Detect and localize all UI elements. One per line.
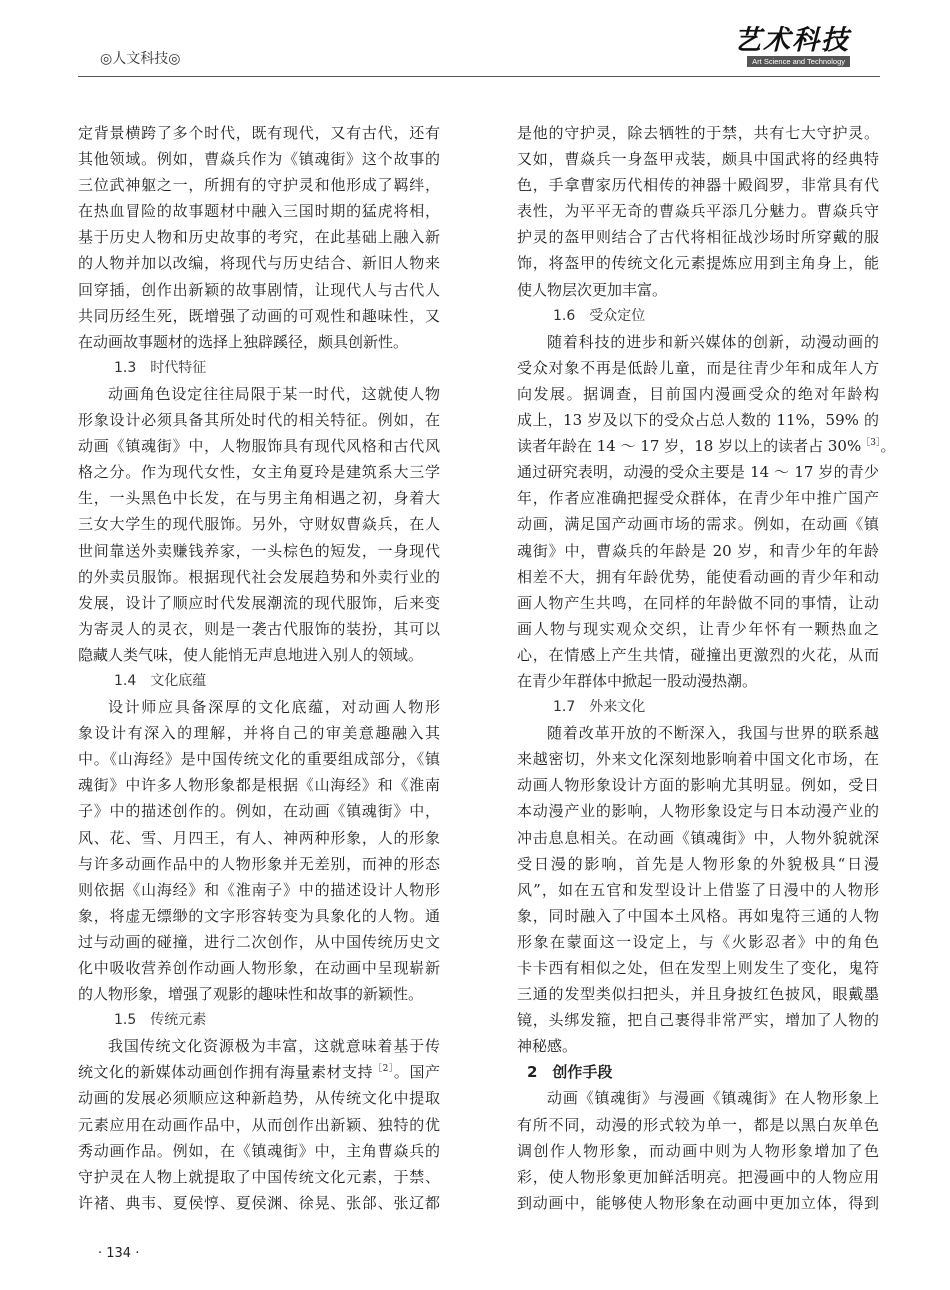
text-line: 回穿插，创作出新颖的故事剧情，让现代人与古代人 xyxy=(78,280,440,299)
text-line: 是他的守护灵，除去牺牲的于禁，共有七大守护灵。 xyxy=(517,124,879,142)
text-line: 为寄灵人的灵衣，则是一袭古代服饰的装扮，其可以 xyxy=(78,619,440,638)
text-line: 生，一头黑色中长发，在与男主角相遇之初，身着大 xyxy=(78,489,440,508)
text-line: 来越密切，外来文化深刻地影响着中国文化市场，在 xyxy=(517,750,879,769)
section-heading: 1.6 受众定位 xyxy=(553,307,646,324)
text-line: 象，将虚无缥缈的文字形容转变为具象化的人物。通 xyxy=(78,906,440,925)
right-column xyxy=(517,120,896,1216)
text-line: 发展，设计了顺应时代发展潮流的现代服饰，后来变 xyxy=(78,593,440,612)
text-line: 年，作者应准确把握受众群体，在青少年中推广国产 xyxy=(517,489,879,508)
header-rule xyxy=(78,76,880,77)
left-column xyxy=(78,120,440,1216)
citation-ref: ［3］ xyxy=(861,438,881,449)
text-line: 成上，13 岁及以下的受众占总人数的 11%，59% 的 xyxy=(517,411,879,430)
journal-logo-title: 艺术科技 xyxy=(734,25,850,56)
text-line: 本动漫产业的影响，人物形象设定与日本动漫产业的 xyxy=(517,802,879,821)
paragraph-first-line: 动画《镇魂街》与漫画《镇魂街》在人物形象上 xyxy=(547,1089,879,1108)
text-line: 相差不大，拥有年龄优势，能使看动画的青少年和动 xyxy=(517,567,879,586)
section-heading: 1.5 传统元素 xyxy=(114,1012,207,1029)
text-line: 格之分。作为现代女性，女主角夏玲是建筑系大三学 xyxy=(78,463,440,482)
text-line: 秀动画作品。例如，在《镇魂街》中，主角曹焱兵的 xyxy=(78,1141,440,1160)
text-line: 子》中的描述创作的。例如，在动画《镇魂街》中， xyxy=(78,802,440,821)
text-line: 有所不同，动漫的形式较为单一，都是以黑白灰单色 xyxy=(517,1115,879,1134)
text-line: 镜，头绑发箍，把自己裹得非常严实，增加了人物的 xyxy=(517,1011,879,1030)
text-line: 形象在蒙面这一设定上，与《火影忍者》中的角色 xyxy=(517,932,879,951)
text-line: 卡卡西有相似之处，但在发型上则发生了变化，鬼符 xyxy=(517,959,879,977)
text-line: 色，手拿曹家历代相传的神器十殿阎罗，非常具有代 xyxy=(517,176,879,195)
text-line: 象设计有深入的理解，并将自己的审美意趣融入其 xyxy=(78,724,440,743)
text-line: 魂街》中许多人物形象都是根据《山海经》和《淮南 xyxy=(78,776,440,795)
text-line: 又如，曹焱兵一身盔甲戎装，颇具中国武将的经典特 xyxy=(517,150,879,169)
page-header xyxy=(0,0,950,80)
page-number: · 134 · xyxy=(98,1246,140,1261)
text-line: 动画，满足国产动画市场的需求。例如，在动画《镇 xyxy=(517,515,879,534)
text-line: 受众对象不再是低龄儿童，而是往青少年和成年人方 xyxy=(517,358,879,377)
text-line: 则依据《山海经》和《淮南子》中的描述设计人物形 xyxy=(78,880,440,899)
text-line: 在热血冒险的故事题材中融入三国时期的猛虎将相， xyxy=(78,202,440,221)
text-line: 通过研究表明，动漫的受众主要是 14 ～ 17 岁的青少 xyxy=(517,463,879,482)
section-heading: 1.3 时代特征 xyxy=(114,359,207,376)
paragraph-first-line: 动画角色设定往往局限于某一时代，这就使人物 xyxy=(108,384,440,403)
text-line: 其他领域。例如，曹焱兵作为《镇魂街》这个故事的 xyxy=(78,150,440,169)
text-line: 画人物产生共鸣，在同样的年龄做不同的事情，让动 xyxy=(517,593,879,612)
text-line: 向发展。据调查，目前国内漫画受众的绝对年龄构 xyxy=(517,384,879,403)
chapter-heading: 2 创作手段 xyxy=(527,1063,613,1082)
text-line: 的人物形象，增强了观影的趣味性和故事的新颖性。 xyxy=(78,985,424,1004)
text-line: 世间靠送外卖赚钱养家，一头棕色的短发，一身现代 xyxy=(78,541,440,560)
text-line: 动画人物形象设计方面的影响尤其明显。例如，受日 xyxy=(517,776,879,795)
text-line: 形象设计必须具备其所处时代的相关特征。例如，在 xyxy=(78,411,440,430)
text-line: 在动画故事题材的选择上独辟蹊径，颇具创新性。 xyxy=(78,332,409,351)
text-line: 动画《镇魂街》中，人物服饰具有现代风格和古代风 xyxy=(78,437,440,456)
text-line: 风”，如在五官和发型设计上借鉴了日漫中的人物形 xyxy=(517,880,879,899)
text-line: 过与动画的碰撞，进行二次创作，从中国传统历史文 xyxy=(78,932,440,951)
text-line: 化中吸收营养创作动画人物形象，在动画中呈现崭新 xyxy=(78,959,440,977)
paragraph-first-line: 随着改革开放的不断深入，我国与世界的联系越 xyxy=(547,724,879,743)
text-line: 使人物层次更加丰富。 xyxy=(517,280,668,299)
text-line: 画人物与现实观众交织，让青少年怀有一颗热血之 xyxy=(517,619,879,638)
text-line: 冲击息息相关。在动画《镇魂街》中，人物外貌就深 xyxy=(517,828,879,847)
section-heading: 1.4 文化底蕴 xyxy=(114,672,207,689)
text-line: 共同历经生死，既增强了动画的可观性和趣味性，又 xyxy=(78,306,440,325)
text-line: 许褚、典韦、夏侯惇、夏侯渊、徐晃、张郃、张辽都 xyxy=(78,1193,440,1212)
citation-ref: ［2］ xyxy=(373,1064,394,1075)
text-line: 彩，使人物形象更加鲜活明亮。把漫画中的人物应用 xyxy=(517,1167,879,1186)
text-line: 的人物并加以改编，将现代与历史结合、新旧人物来 xyxy=(78,254,440,273)
text-line: 调创作人物形象，而动画中则为人物形象增加了色 xyxy=(517,1141,879,1160)
paragraph-first-line: 随着科技的进步和新兴媒体的创新，动漫动画的 xyxy=(547,332,879,351)
text-line: 魂街》中，曹焱兵的年龄是 20 岁，和青少年的年龄 xyxy=(517,541,879,560)
text-line: 元素应用在动画作品中，从而创作出新颖、独特的优 xyxy=(78,1115,440,1134)
text-line: 统文化的新媒体动画创作拥有海量素材支持$^{[2]}$。国产 xyxy=(78,1063,440,1082)
text-line: 受日漫的影响，首先是人物形象的外貌极具“日漫 xyxy=(517,854,879,873)
section-heading: 1.7 外来文化 xyxy=(553,699,646,716)
text-line: 到动画中，能够使人物形象在动画中更加立体，得到 xyxy=(517,1193,879,1212)
paragraph-first-line: 设计师应具备深厚的文化底蕴，对动画人物形 xyxy=(108,698,440,717)
text-line: 护灵的盔甲则结合了古代将相征战沙场时所穿戴的服 xyxy=(517,228,879,247)
text-line: 心，在情感上产生共情，碰撞出更激烈的火花，从而 xyxy=(517,645,879,664)
text-line: 三女大学生的现代服饰。另外，守财奴曹焱兵，在人 xyxy=(78,515,440,534)
text-line: 在青少年群体中掀起一股动漫热潮。 xyxy=(517,671,758,690)
text-line: 隐藏人类气味，使人能悄无声息地进入别人的领域。 xyxy=(78,645,424,664)
text-line: 的外卖员服饰。根据现代社会发展趋势和外卖行业的 xyxy=(78,567,440,586)
text-line: 动画的发展必须顺应这种新趋势，从传统文化中提取 xyxy=(78,1089,440,1108)
text-line: 与许多动画作品中的人物形象并无差别，而神的形态 xyxy=(78,854,440,873)
text-line: 三位武神躯之一，所拥有的守护灵和他形成了羁绊， xyxy=(78,176,440,195)
text-line: 读者年龄在 14 ～ 17 岁，18 岁以上的读者占 30%$^{[3]}$。 xyxy=(517,437,896,456)
text-line: 饰，将盔甲的传统文化元素提炼应用到主角身上，能 xyxy=(517,254,879,273)
paragraph-first-line: 我国传统文化资源极为丰富，这就意味着基于传 xyxy=(108,1037,440,1056)
text-line: 中。《山海经》是中国传统文化的重要组成部分，《镇 xyxy=(78,750,440,769)
text-line: 三通的发型类似扫把头，并且身披红色披风，眼戴墨 xyxy=(517,985,879,1004)
text-line: 象，同时融入了中国本土风格。再如鬼符三通的人物 xyxy=(517,906,879,925)
text-line: 定背景横跨了多个时代，既有现代，又有古代，还有 xyxy=(78,124,440,142)
text-line: 表性，为平平无奇的曹焱兵平添几分魅力。曹焱兵守 xyxy=(517,202,879,221)
journal-logo xyxy=(700,18,850,72)
section-label: ◎人文科技◎ xyxy=(100,51,181,67)
text-line: 风、花、雪、月四王，有人、神两种形象，人的形象 xyxy=(78,828,440,847)
text-line: 神秘感。 xyxy=(517,1037,578,1056)
journal-logo-subtitle: Art Science and Technology xyxy=(747,56,850,67)
text-line: 基于历史人物和历史故事的考究，在此基础上融入新 xyxy=(78,228,440,247)
text-line: 守护灵在人物上就提取了中国传统文化元素，于禁、 xyxy=(78,1167,440,1186)
